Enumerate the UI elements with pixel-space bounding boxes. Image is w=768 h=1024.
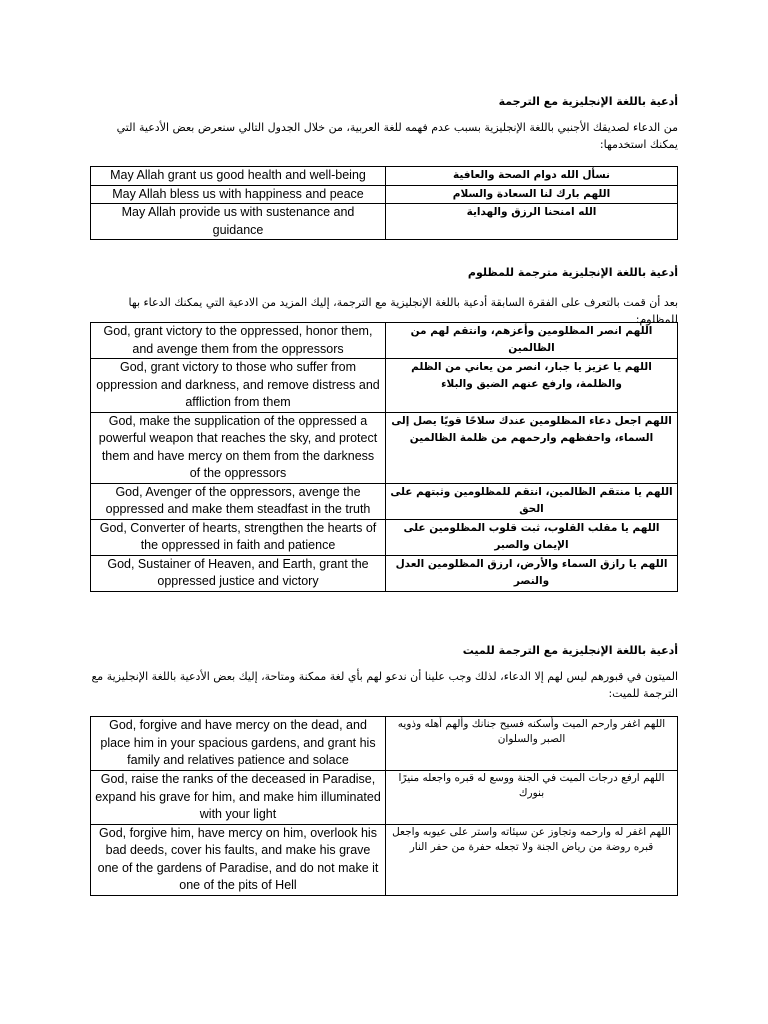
arabic-cell: اللهم يا عزيز يا جبار، انصر من يعاني من الظلم والظلمة، وارفع عنهم الضيق والبلاء [386,359,678,413]
english-cell: God, raise the ranks of the deceased in Paradise, expand his grave for him, and make him illuminated with your light [91,771,386,825]
arabic-cell: اللهم يا منتقم الظالمين، انتقم للمظلومين وثبتهم على الحق [386,483,678,519]
arabic-cell: اللهم يا رازق السماء والأرض، ارزق المظلومين العدل والنصر [386,555,678,591]
english-cell: May Allah grant us good health and well-being [91,167,386,186]
section1-intro: من الدعاء لصديقك الأجنبي باللغة الإنجليزية بسبب عدم فهمه للغة العربية، من خلال الجدول التالي سنعرض بعض الأدعية التي يمكنك استخدمها: [116,121,678,151]
table-row [91,824,678,895]
english-cell: May Allah bless us with happiness and peace [91,185,386,204]
arabic-cell: اللهم بارك لنا السعادة والسلام [386,185,678,204]
english-cell: God, Sustainer of Heaven, and Earth, grant the oppressed justice and victory [91,555,386,591]
arabic-cell: الله امنحنا الرزق والهداية [386,204,678,240]
section2-heading: أدعية باللغة الإنجليزية مترجمة للمظلوم [467,266,678,279]
english-cell: God, Avenger of the oppressors, avenge the oppressed and make them steadfast in the truth [91,483,386,519]
english-cell: God, make the supplication of the oppressed a powerful weapon that reaches the sky, and protect them and have mercy on them from the darkness of the oppressors [91,412,386,483]
table-row [91,412,678,483]
table-row [91,717,678,771]
arabic-cell: اللهم انصر المظلومين وأعزهم، وانتقم لهم من الظالمين [386,323,678,359]
section3-heading: أدعية باللغة الإنجليزية مع الترجمة للميت [462,644,678,657]
table-row [91,483,678,519]
table-row [91,771,678,825]
section1-heading: أدعية باللغة الإنجليزية مع الترجمة [498,95,678,108]
table-row [91,167,678,186]
english-cell: May Allah provide us with sustenance and guidance [91,204,386,240]
arabic-cell: اللهم اغفر وارحم الميت وأسكنه فسيح جنانك وألهم أهله وذويه الصبر والسلوان [386,717,678,771]
table-row [91,555,678,591]
arabic-cell: اللهم اغفر له وارحمه وتجاوز عن سيئاته واستر على عيوبه واجعل قبره روضة من رياض الجنة ولا تجعله حفرة من حفر النار [386,824,678,895]
section3-table [90,716,678,896]
arabic-cell: اللهم يا مقلب القلوب، ثبت قلوب المظلومين على الإيمان والصبر [386,519,678,555]
arabic-cell: اللهم اجعل دعاء المظلومين عندك سلاحًا قويًا يصل إلى السماء، واحفظهم وارحمهم من ظلمة الظالمين [386,412,678,483]
table-row [91,185,678,204]
table-row [91,323,678,359]
section1-table [90,166,678,240]
section2-intro: بعد أن قمت بالتعرف على الفقرة السابقة أدعية باللغة الإنجليزية مع الترجمة، إليك المزيد من الادعية التي يمكنك الدعاء بها للمظلوم: [128,296,678,326]
english-cell: God, grant victory to the oppressed, honor them, and avenge them from the oppressors [91,323,386,359]
english-cell: God, forgive him, have mercy on him, overlook his bad deeds, cover his faults, and make his grave one of the gardens of Paradise, and do not make it one of the pits of Hell [91,824,386,895]
arabic-cell: نسأل الله دوام الصحة والعافية [386,167,678,186]
english-cell: God, forgive and have mercy on the dead, and place him in your spacious gardens, and grant his family and relatives patience and solace [91,717,386,771]
table-row [91,519,678,555]
section2-table [90,322,678,592]
arabic-cell: اللهم ارفع درجات الميت في الجنة ووسع له قبره واجعله منيرًا بنورك [386,771,678,825]
english-cell: God, Converter of hearts, strengthen the hearts of the oppressed in faith and patience [91,519,386,555]
english-cell: God, grant victory to those who suffer from oppression and darkness, and remove distress and affliction from them [91,359,386,413]
section3-intro: الميتون في قبورهم ليس لهم إلا الدعاء، لذلك وجب علينا أن ندعو لهم بأي لغة ممكنة ومتاحة، إليك بعض الأدعية باللغة الإنجليزية مع الترجمة للميت: [91,670,678,700]
table-row [91,204,678,240]
table-row [91,359,678,413]
